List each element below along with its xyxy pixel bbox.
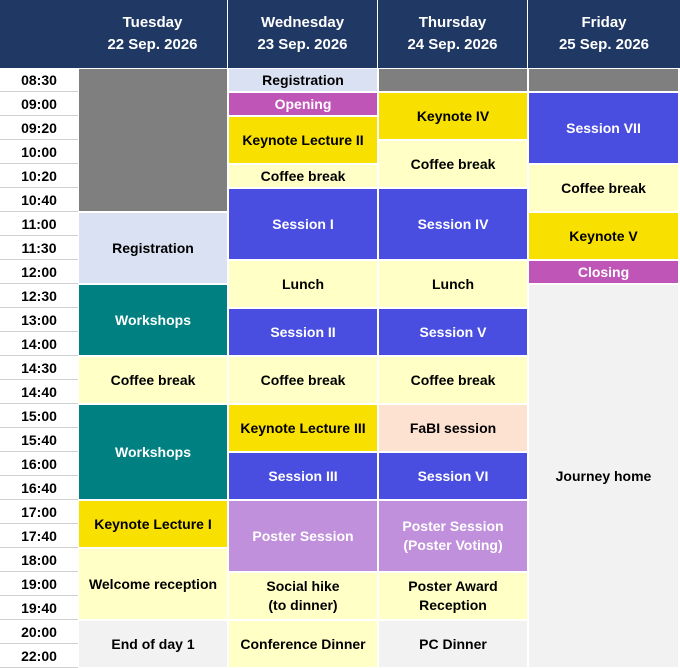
time-slot-label: 15:40 [0, 428, 78, 452]
time-slot-label: 20:00 [0, 620, 78, 644]
event-pc-dinner: PC Dinner [378, 620, 528, 668]
day-date: 24 Sep. 2026 [407, 36, 498, 53]
time-slot-label: 12:00 [0, 260, 78, 284]
event-journey-home: Journey home [528, 284, 679, 668]
time-slot-label: 10:20 [0, 164, 78, 188]
time-slot-label: 09:00 [0, 92, 78, 116]
time-slot-label: 22:00 [0, 644, 78, 668]
event-session-i: Session I [228, 188, 378, 260]
time-slot-label: 14:00 [0, 332, 78, 356]
header-corner [0, 0, 78, 68]
time-slot-label: 16:40 [0, 476, 78, 500]
event-coffee-break: Coffee break [378, 140, 528, 188]
event-lunch: Lunch [228, 260, 378, 308]
event-closing: Closing [528, 260, 679, 284]
event-fabi-session: FaBI session [378, 404, 528, 452]
time-slot-label: 14:40 [0, 380, 78, 404]
event-keynote-lecture-ii: Keynote Lecture II [228, 116, 378, 164]
event-blocked [78, 68, 228, 212]
time-slot-label: 17:00 [0, 500, 78, 524]
event-keynote-lecture-iii: Keynote Lecture III [228, 404, 378, 452]
day-name: Thursday [418, 14, 487, 31]
event-blocked [378, 68, 528, 92]
event-session-ii: Session II [228, 308, 378, 356]
day-header-wednesday [228, 0, 377, 68]
event-keynote-v: Keynote V [528, 212, 679, 260]
event-session-iv: Session IV [378, 188, 528, 260]
event-coffee-break: Coffee break [528, 164, 679, 212]
time-slot-label: 11:30 [0, 236, 78, 260]
day-header-tuesday [78, 0, 227, 68]
event-poster-award-reception: Poster Award Reception [378, 572, 528, 620]
time-slot-label: 19:40 [0, 596, 78, 620]
event-keynote-lecture-i: Keynote Lecture I [78, 500, 228, 548]
time-slot-label: 12:30 [0, 284, 78, 308]
time-slot-label: 11:00 [0, 212, 78, 236]
day-date: 23 Sep. 2026 [257, 36, 348, 53]
time-slot-label: 08:30 [0, 68, 78, 92]
event-registration: Registration [78, 212, 228, 284]
day-header-friday [528, 0, 680, 68]
event-workshops: Workshops [78, 284, 228, 356]
day-name: Tuesday [122, 14, 183, 31]
time-slot-label: 18:00 [0, 548, 78, 572]
event-end-of-day-1: End of day 1 [78, 620, 228, 668]
event-blocked [528, 68, 679, 92]
time-slot-label: 09:20 [0, 116, 78, 140]
event-welcome-reception: Welcome reception [78, 548, 228, 620]
event-conference-dinner: Conference Dinner [228, 620, 378, 668]
event-workshops: Workshops [78, 404, 228, 500]
event-coffee-break: Coffee break [378, 356, 528, 404]
event-poster-session-poster-voting: Poster Session (Poster Voting) [378, 500, 528, 572]
day-date: 25 Sep. 2026 [558, 36, 650, 53]
time-slot-label: 15:00 [0, 404, 78, 428]
event-session-v: Session V [378, 308, 528, 356]
time-slot-label: 13:00 [0, 308, 78, 332]
event-lunch: Lunch [378, 260, 528, 308]
event-coffee-break: Coffee break [228, 164, 378, 188]
day-date: 22 Sep. 2026 [107, 36, 198, 53]
event-registration: Registration [228, 68, 378, 92]
time-slot-label: 17:40 [0, 524, 78, 548]
event-opening: Opening [228, 92, 378, 116]
event-coffee-break: Coffee break [78, 356, 228, 404]
event-poster-session: Poster Session [228, 500, 378, 572]
day-name: Friday [581, 14, 627, 31]
event-social-hike-to-dinner: Social hike (to dinner) [228, 572, 378, 620]
time-slot-label: 16:00 [0, 452, 78, 476]
event-session-vii: Session VII [528, 92, 679, 164]
time-slot-label: 19:00 [0, 572, 78, 596]
day-name: Wednesday [260, 14, 345, 31]
event-session-iii: Session III [228, 452, 378, 500]
day-header-thursday [378, 0, 527, 68]
event-coffee-break: Coffee break [228, 356, 378, 404]
time-slot-label: 10:40 [0, 188, 78, 212]
event-session-vi: Session VI [378, 452, 528, 500]
time-slot-label: 14:30 [0, 356, 78, 380]
event-keynote-iv: Keynote IV [378, 92, 528, 140]
time-slot-label: 10:00 [0, 140, 78, 164]
